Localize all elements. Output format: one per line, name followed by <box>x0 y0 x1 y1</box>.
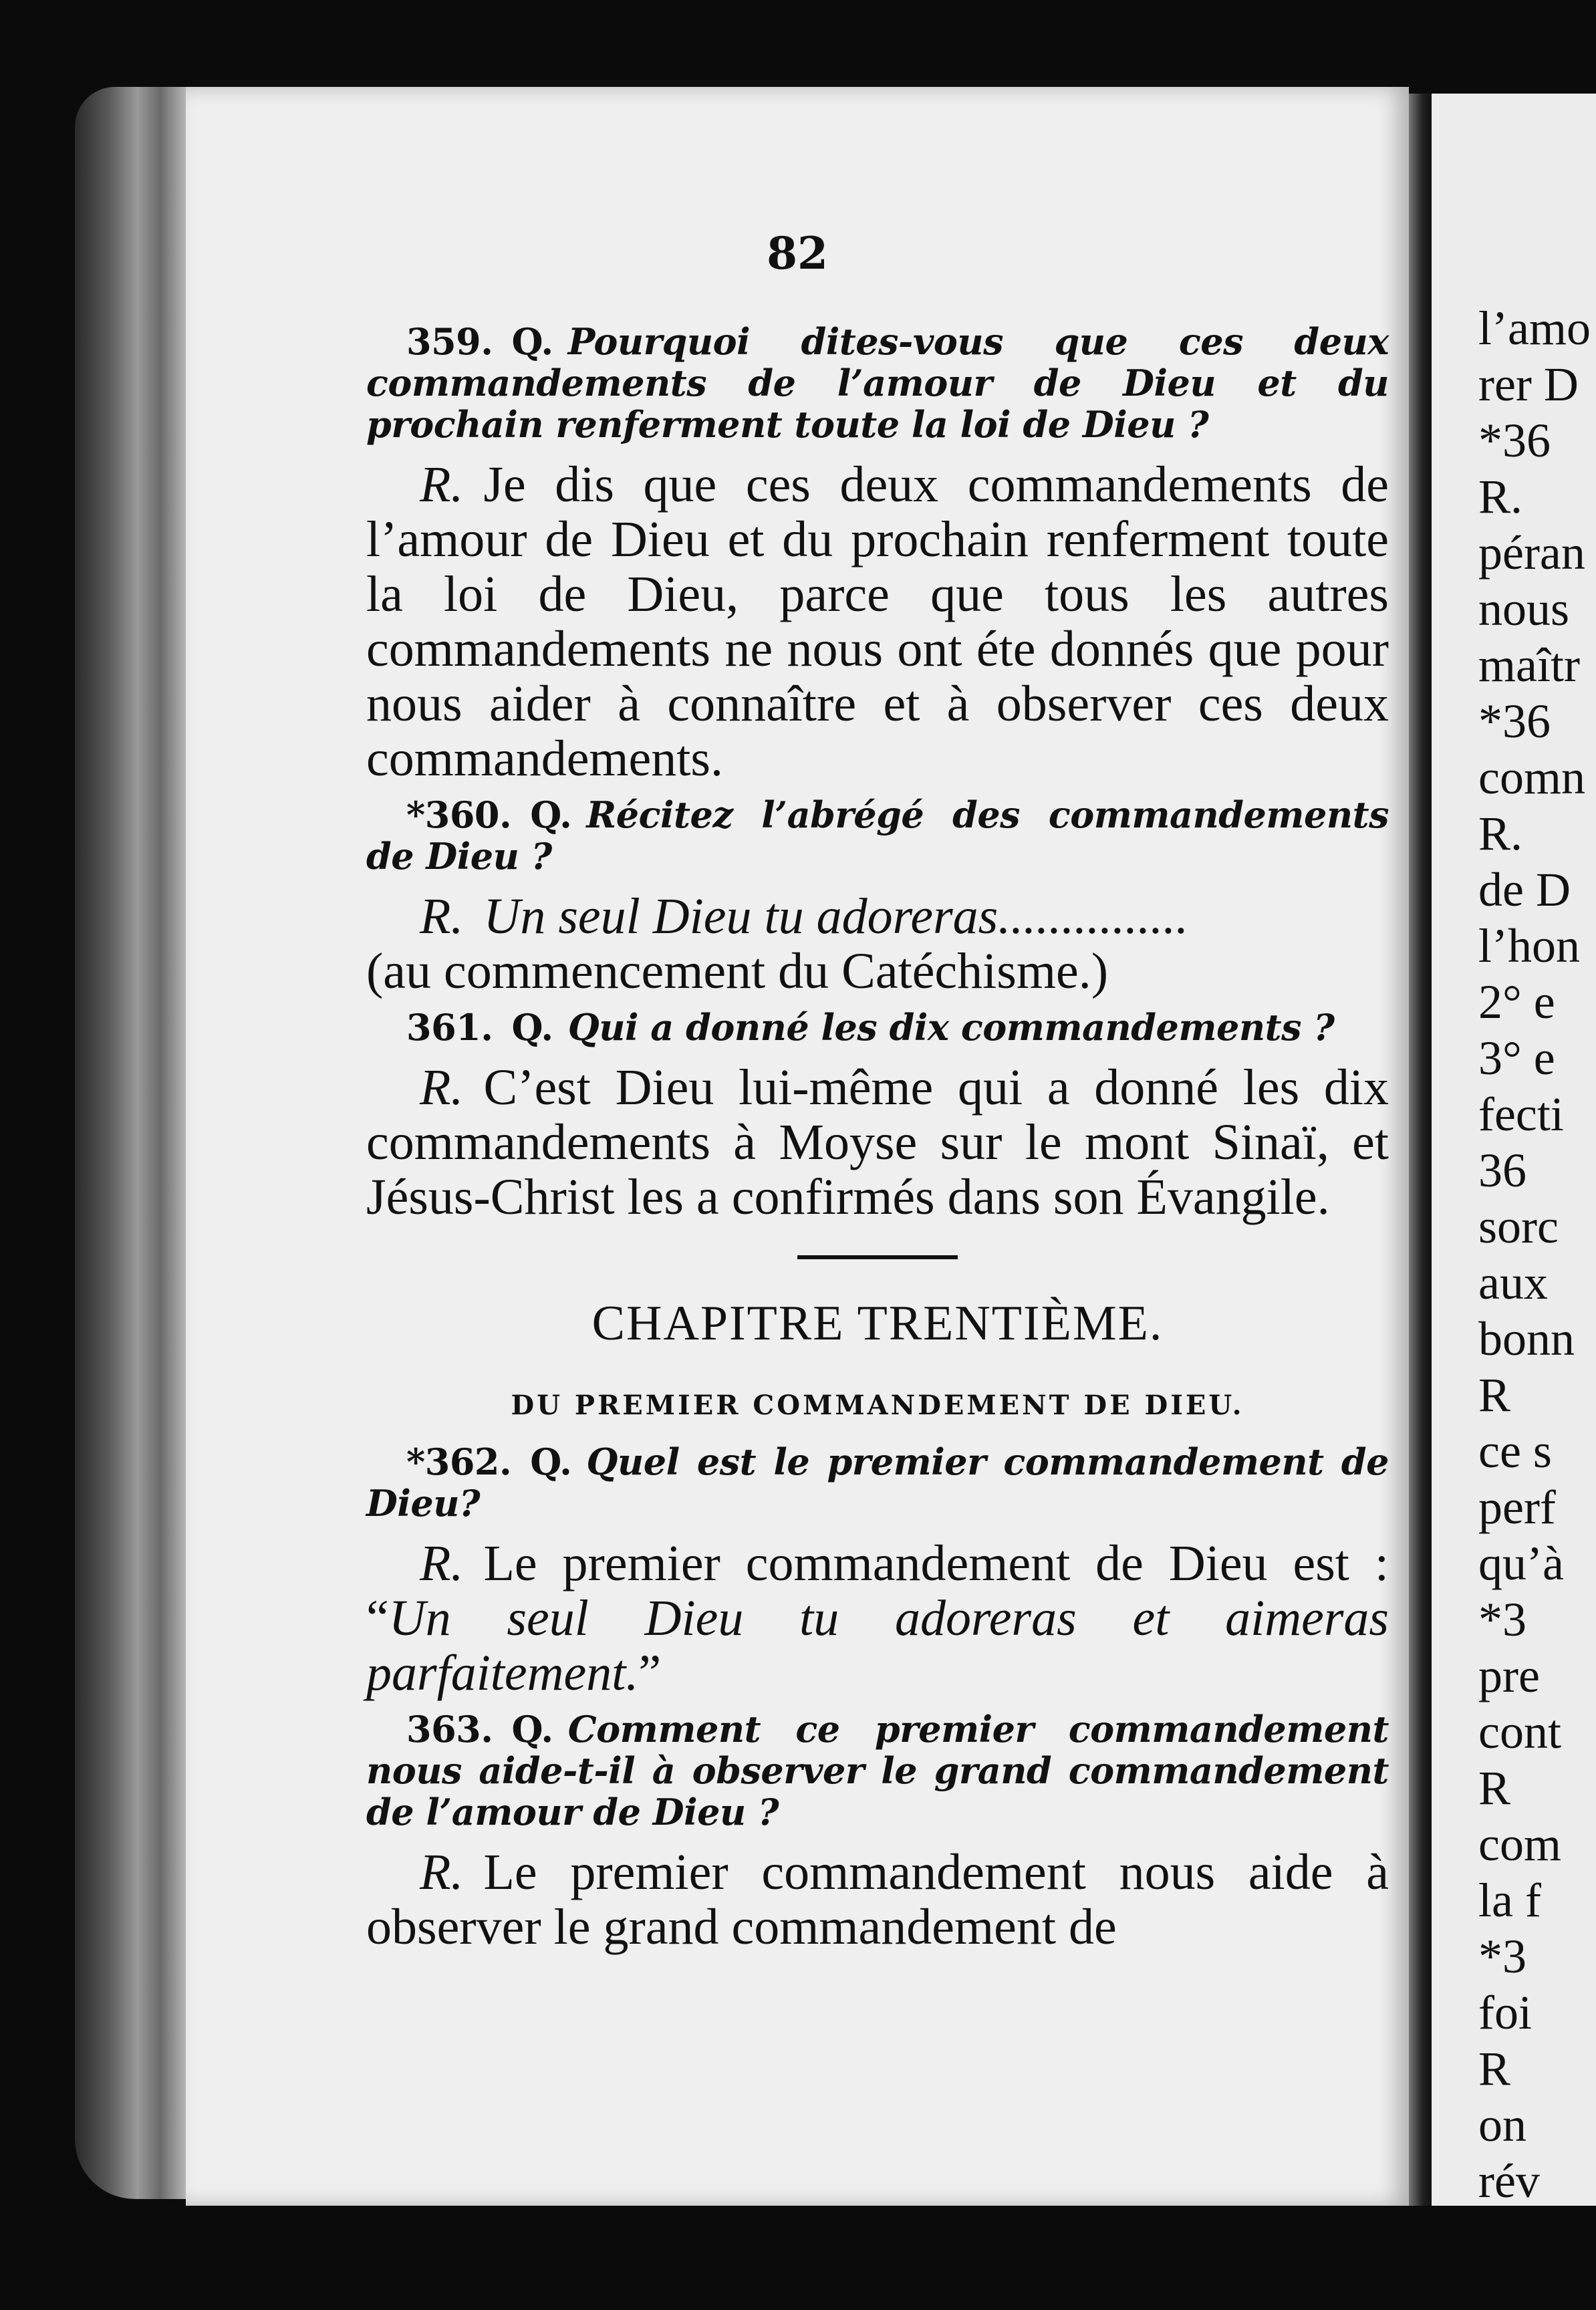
right-page-text-fragment: rév <box>1478 2154 1540 2206</box>
right-page-text-fragment: sorc <box>1478 1200 1559 1253</box>
question-361: 361. Q. Qui a donné les dix commandements ? <box>406 1006 1335 1049</box>
right-page-text-fragment: *3 <box>1478 1593 1526 1646</box>
right-page-text-fragment: l’amo <box>1478 301 1591 355</box>
right-page-text-fragment: l’hon <box>1478 919 1580 973</box>
right-page-text-fragment: de D <box>1478 863 1571 916</box>
right-page-text-fragment: cont <box>1478 1705 1561 1759</box>
chapter-title: CHAPITRE TRENTIÈME. <box>591 1296 1164 1351</box>
right-page-text-fragment: R. <box>1478 470 1523 523</box>
right-page-fragment <box>1432 94 1596 2206</box>
question-363: 363. Q. Comment ce premier commandement nous aide-t-il à observer le grand commandement de l’amour de Dieu ? <box>366 1708 1389 1833</box>
chapter-subtitle: DU PREMIER COMMANDEMENT DE DIEU. <box>511 1390 1244 1421</box>
right-page-text-fragment: péran <box>1478 526 1585 580</box>
page-number: 82 <box>767 227 828 279</box>
right-page-text-fragment: *36 <box>1478 694 1551 748</box>
right-page-text-fragment: ce s <box>1478 1424 1552 1478</box>
right-page-text-fragment: on <box>1478 2098 1526 2152</box>
answer-362: R. Le premier commandement de Dieu est : “Un seul Dieu tu adoreras et aimeras parfaitement.” <box>366 1535 1389 1701</box>
page-content <box>366 321 1389 1962</box>
right-page-text-fragment: maîtr <box>1478 638 1580 692</box>
right-page-text-fragment: 3° e <box>1478 1031 1555 1085</box>
right-page-text-fragment: la f <box>1478 1874 1541 1927</box>
right-page-text-fragment: R <box>1478 1368 1511 1422</box>
book-page-edges <box>75 87 188 2199</box>
right-page-text-fragment: pre <box>1478 1649 1540 1702</box>
question-359: 359. Q. Pourquoi dites-vous que ces deux commandements de l’amour de Dieu et du prochain renferment toute la loi de Dieu ? <box>366 320 1389 446</box>
answer-361: R. C’est Dieu lui-même qui a donné les dix commandements à Moyse sur le mont Sinaï, et Jésus-Christ les a confirmés dans son Évangile. <box>366 1059 1389 1225</box>
right-page-text-fragment: *3 <box>1478 1930 1526 1983</box>
right-page-text-fragment: comn <box>1478 751 1585 804</box>
right-page-text-fragment: nous <box>1478 582 1570 636</box>
book-gutter <box>1409 94 1432 2206</box>
right-page-text-fragment: com <box>1478 1817 1561 1871</box>
answer-360: R. Un seul Dieu tu adoreras............... (au commencement du Catéchisme.) <box>366 888 1189 999</box>
right-page-text-fragment: R. <box>1478 807 1523 860</box>
right-page-text-fragment: 2° e <box>1478 975 1555 1029</box>
answer-359: R. Je dis que ces deux commandements de l’amour de Dieu et du prochain renferment toute la loi de Dieu, parce que tous les autres commandements ne nous ont éte donnés que pour nous aider à connaître et à observer ces deux commandements. <box>366 457 1389 787</box>
right-page-text-fragment: R <box>1478 2042 1511 2095</box>
right-page-text-fragment: foi <box>1478 1986 1532 2039</box>
right-page-text-fragment: bonn <box>1478 1312 1575 1366</box>
right-page-text-fragment: *36 <box>1478 414 1551 467</box>
right-page-text-fragment: R <box>1478 1761 1511 1815</box>
right-page-text-fragment: perf <box>1478 1481 1556 1534</box>
question-362: *362. Q. Quel est le premier commandement de Dieu? <box>366 1440 1389 1525</box>
section-divider <box>797 1255 958 1259</box>
right-page-text-fragment: fecti <box>1478 1087 1564 1141</box>
right-page-text-fragment: qu’à <box>1478 1537 1564 1590</box>
right-page-text-fragment: aux <box>1478 1256 1548 1309</box>
answer-363: R. Le premier commandement nous aide à observer le grand commandement de <box>366 1844 1389 1955</box>
right-page-text-fragment: 36 <box>1478 1144 1526 1197</box>
right-page-text-fragment: rer D <box>1478 358 1579 411</box>
question-360: *360. Q. Récitez l’abrégé des commandements de Dieu ? <box>366 793 1389 878</box>
